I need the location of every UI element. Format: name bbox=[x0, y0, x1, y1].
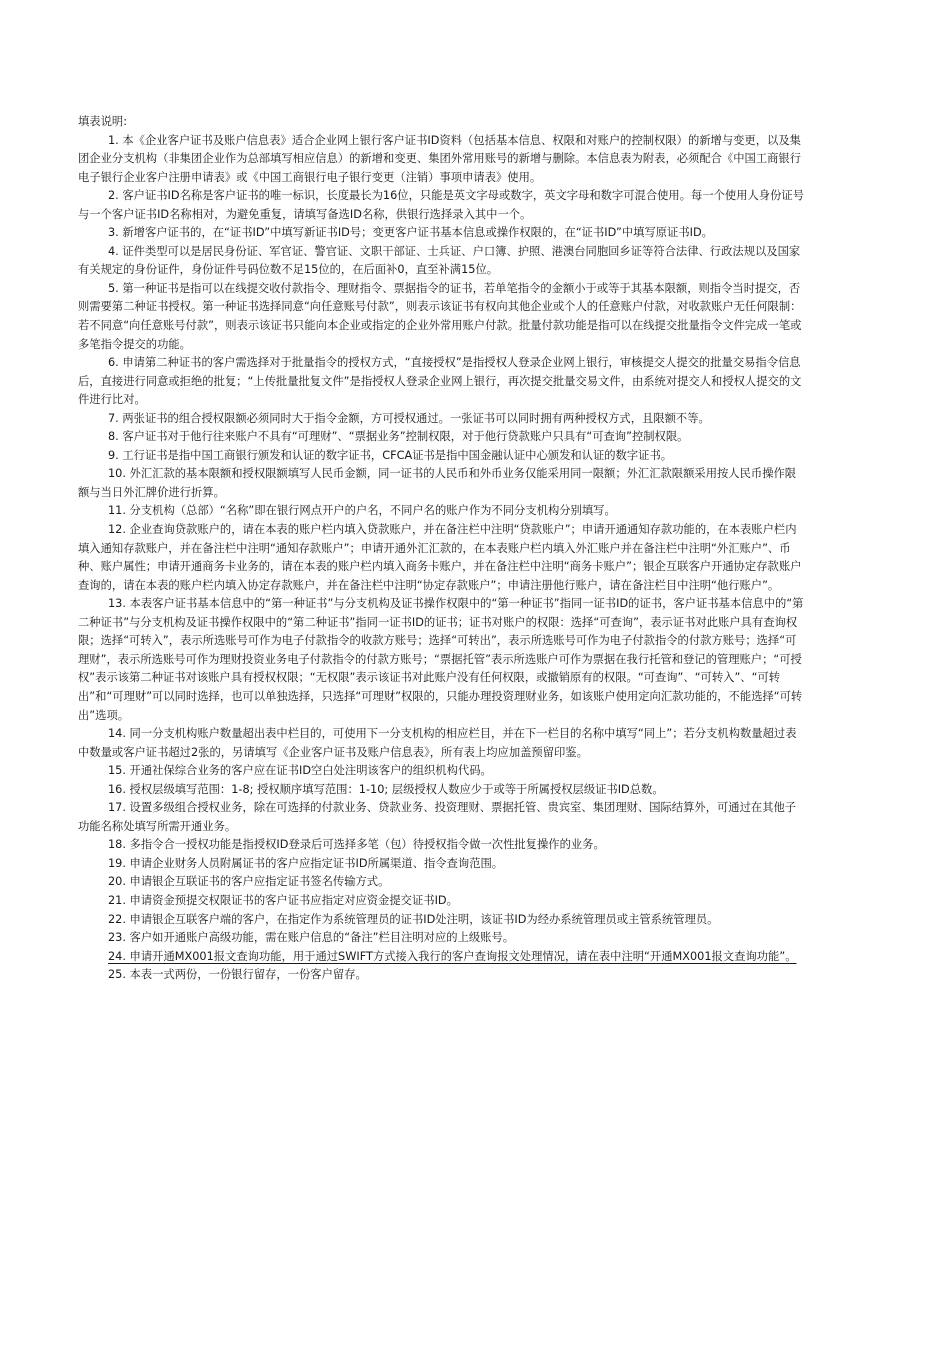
item-4: 4. 证件类型可以是居民身份证、军官证、警官证、文职干部证、士兵证、户口簿、护照、港澳台同胞回乡证等符合法律、行政法规以及国家有关规定的身份证件，身份证件号码位数不足15位的，在后面补0，直至补满15位。 bbox=[78, 244, 801, 277]
item-16: 16. 授权层级填写范围：1-8; 授权顺序填写范围：1-10; 层级授权人数应少于或等于所属授权层级证书ID总数。 bbox=[108, 782, 664, 796]
item-11: 11. 分支机构（总部）“名称”即在银行网点开户的户名，不同户名的账户作为不同分支机构分别填写。 bbox=[108, 504, 616, 518]
item-6: 6. 申请第二种证书的客户需选择对于批量指令的授权方式，“直接授权”是指授权人登录企业网上银行，审核提交人提交的批量交易指令信息后，直接进行同意或拒绝的批复；“上传批量批复文件”是指授权人登录企业网上银行，再次提交批量交易文件，由系统对提交人和授权人提交的文件进行比对。 bbox=[78, 356, 802, 407]
item-24: 24. 申请开通MX001报文查询功能，用于通过SWIFT方式接入我行的客户查询报文处理情况，请在表中注明“开通MX001报文查询功能”。 bbox=[108, 949, 797, 963]
item-20: 20. 申请银企互联证书的客户应指定证书签名传输方式。 bbox=[108, 875, 390, 889]
item-14: 14. 同一分支机构账户数量超出表中栏目的，可使用下一分支机构的相应栏目，并在下一栏目的名称中填写“同上”；若分支机构数量超过表中数量或客户证书超过2张的，另请填写《企业客户证书及账户信息表》，所有表上均应加盖预留印鉴。 bbox=[78, 727, 797, 759]
item-13: 13. 本表客户证书基本信息中的“第一种证书”与分支机构及证书操作权限中的“第一种证书”指同一证书ID的证书，客户证书基本信息中的“第二种证书”与分支机构及证书操作权限中的“第二种证书”指同一证书ID的证书；证书对账户的权限：选择“可查询”，表示证书对此账户具有查询权限；选择“可转入”，表示所选账号可作为电子付款指令的收款方账号；选择“可转出”，表示所选账号可作为电子付款指令的付款方账号；选择“可理财”，表示所选账号可作为理财投资业务电子付款指令的付款方账号；“票据托管”表示所选账户可作为票据在我行托管和登记的管理账户；“可授权”表示该第二种证书对该账户具有授权权限；“无权限”表示该证书对此账户没有任何权限，或撤销原有的权限。“可查询”、“可转入”、“可转出”和“可理财”可以同时选择，也可以单独选择，只选择“可理财”权限的，只能办理投资理财业务，如该账户使用定向汇款功能的，不能选择“可转出”选项。 bbox=[78, 597, 804, 722]
item-8: 8. 客户证书对于他行往来账户不具有“可理财”、“票据业务”控制权限，对于他行贷款账户只具有“可查询”控制权限。 bbox=[108, 430, 689, 444]
instructions-heading: 填表说明: bbox=[78, 115, 127, 128]
item-10: 10. 外汇汇款的基本限额和授权限额填写人民币金额，同一证书的人民币和外币业务仅能采用同一限额；外汇汇款限额采用按人民币操作限额与当日外汇牌价进行折算。 bbox=[78, 467, 797, 499]
item-12: 12. 企业查询贷款账户的，请在本表的账户栏内填入贷款账户，并在备注栏中注明“贷款账户”；申请开通通知存款功能的，在本表账户栏内填入通知存款账户，并在备注栏中注明“通知存款账户”；申请开通外汇汇款的，在本表账户栏内填入外汇账户并在备注栏中注明“外汇账户”、币种、账户属性；申请开通商务卡业务的，请在本表的账户栏内填入商务卡账户，并在备注栏中注明“商务卡账户”；银企互联客户开通协定存款账户查询的，请在本表的账户栏内填入协定存款账户，并在备注栏中注明“协定存款账户”；申请注册他行账户，请在备注栏目中注明“他行账户”。 bbox=[78, 523, 802, 592]
item-15: 15. 开通社保综合业务的客户应在证书ID空白处注明该客户的组织机构代码。 bbox=[108, 764, 492, 778]
item-25: 25. 本表一式两份，一份银行留存，一份客户留存。 bbox=[108, 968, 367, 982]
instructions-body bbox=[78, 113, 806, 985]
item-19: 19. 申请企业财务人员附属证书的客户应指定证书ID所属渠道、指令查询范围。 bbox=[108, 856, 504, 870]
item-7: 7. 两张证书的组合授权限额必须同时大于指令金额，方可授权通过。一张证书可以同时拥有两种授权方式，且限额不等。 bbox=[108, 411, 710, 425]
item-22: 22. 申请银企互联客户端的客户，在指定作为系统管理员的证书ID处注明，该证书ID为经办系统管理员或主管系统管理员。 bbox=[108, 912, 719, 926]
item-5: 5. 第一种证书是指可以在线提交收付款指令、理财指令、票据指令的证书，若单笔指令的金额小于或等于其基本限额，则指令当时提交，否则需要第二种证书授权。第一种证书选择同意“向任意账号付款”，则表示该证书有权向其他企业或个人的任意账户付款，对收款账户无任何限制：若不同意“向任意账号付款”，则表示该证书只能向本企业或指定的企业外常用账户付款。批量付款功能是指可以在线提交批量指令文件完成一笔或多笔指令提交的功能。 bbox=[78, 281, 802, 351]
item-3: 3. 新增客户证书的，在“证书ID”中填写新证书ID号；变更客户证书基本信息或操作权限的，在“证书ID”中填写原证书ID。 bbox=[108, 226, 713, 240]
item-17: 17. 设置多级组合授权业务，除在可选择的付款业务、贷款业务、投资理财、票据托管、贵宾室、集团理财、国际结算外，可通过在其他子功能名称处填写所需开通业务。 bbox=[78, 801, 797, 833]
item-1: 1. 本《企业客户证书及账户信息表》适合企业网上银行客户证书ID资料（包括基本信息、权限和对账户的控制权限）的新增与变更，以及集团企业分支机构（非集团企业作为总部填写相应信息）的新增和变更、集团外常用账号的新增与删除。本信息表为附表，必须配合《中国工商银行电子银行企业客户注册申请表》或《中国工商银行电子银行变更（注销）事项申请表》使用。 bbox=[78, 133, 802, 184]
item-18: 18. 多指令合一授权功能是指授权ID登录后可选择多笔（包）待授权指令做一次性批复操作的业务。 bbox=[108, 838, 605, 852]
item-23: 23. 客户如开通账户高级功能，需在账户信息的“备注”栏目注明对应的上级账号。 bbox=[108, 931, 515, 945]
item-2: 2. 客户证书ID名称是客户证书的唯一标识，长度最长为16位，只能是英文字母或数字，英文字母和数字可混合使用。每一个使用人身份证号与一个客户证书ID名称相对，为避免重复，请填写备选ID名称，供银行选择录入其中一个。 bbox=[78, 189, 804, 221]
item-21: 21. 申请资金预提交权限证书的客户证书应指定对应资金提交证书ID。 bbox=[108, 893, 458, 907]
item-9: 9. 工行证书是指中国工商银行颁发和认证的数字证书，CFCA证书是指中国金融认证中心颁发和认证的数字证书。 bbox=[108, 448, 673, 462]
